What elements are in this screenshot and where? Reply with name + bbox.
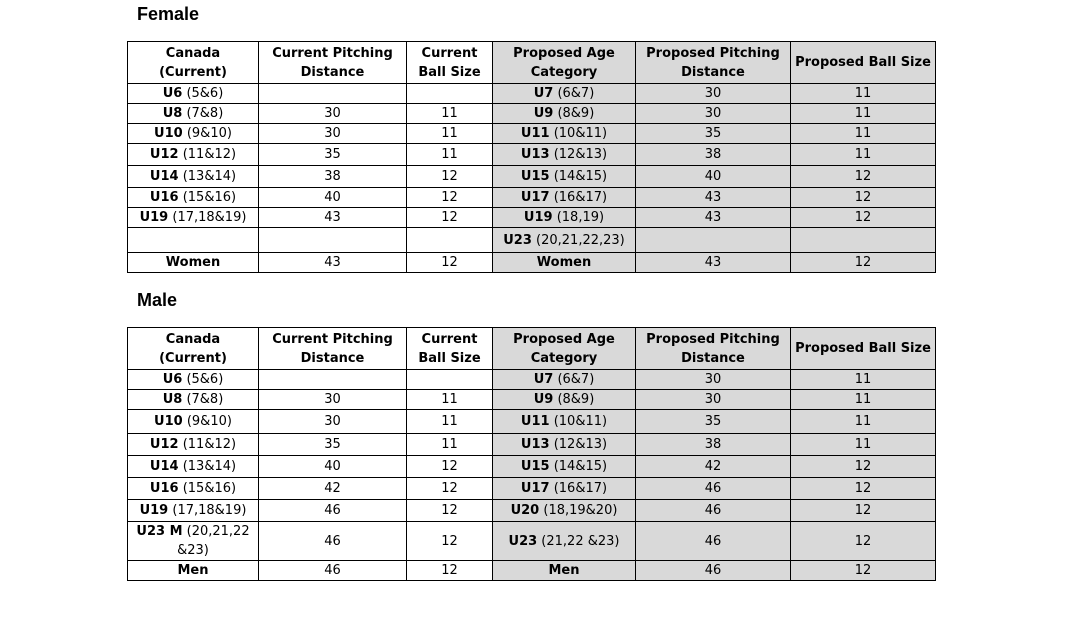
proposed-distance-cell [636,228,791,253]
current-ball-cell: 12 [407,253,493,273]
age-code: U17 [520,481,550,496]
proposed-distance-cell: 35 [636,410,791,434]
age-range: (8&9) [553,392,595,407]
age-code: U17 [520,190,550,205]
table-row [128,188,936,208]
proposed-ball-cell: 12 [791,253,936,273]
proposed-distance-cell: 42 [636,456,791,478]
proposed-distance-cell: 30 [636,390,791,410]
age-range: (20,21,22,23) [531,232,625,248]
current-age-cell [128,434,259,456]
age-code: U10 [154,414,183,429]
age-range: (18,19) [552,210,605,225]
proposed-age-cell [493,522,636,561]
age-range: (13&14) [178,459,237,474]
proposed-distance-cell: 46 [636,522,791,561]
current-age-cell [128,144,259,166]
proposed-distance-cell: 38 [636,144,791,166]
header-row [128,42,936,84]
proposed-age-cell [493,104,636,124]
female-heading: Female [137,4,200,24]
age-range: (17,18&19) [168,210,247,225]
proposed-age-cell [493,410,636,434]
column-header: Canada (Current) [128,42,259,84]
age-code: U12 [149,147,179,162]
current-distance-cell [259,228,407,253]
table-row [128,434,936,456]
age-code: U8 [162,106,183,121]
proposed-age-cell [493,500,636,522]
age-range: (17,18&19) [168,503,247,518]
current-distance-cell: 43 [259,208,407,228]
male-heading: Male [137,290,178,310]
proposed-distance-cell: 30 [636,84,791,104]
current-ball-cell: 12 [407,456,493,478]
age-range: (18,19&20) [539,503,618,518]
table-row [128,410,936,434]
proposed-ball-cell: 11 [791,434,936,456]
proposed-ball-cell: 12 [791,478,936,500]
proposed-distance-cell: 43 [636,188,791,208]
age-range: (14&15) [549,459,608,474]
proposed-age-cell [493,390,636,410]
age-code: U6 [162,86,183,101]
proposed-distance-cell: 40 [636,166,791,188]
current-age-cell [128,561,259,581]
current-ball-cell: 11 [407,104,493,124]
age-code: U23 M [136,524,183,539]
table-row [128,104,936,124]
current-age-cell [128,208,259,228]
current-age-cell [128,188,259,208]
current-ball-cell: 12 [407,188,493,208]
proposed-distance-cell: 30 [636,104,791,124]
proposed-age-cell [493,456,636,478]
current-distance-cell: 38 [259,166,407,188]
proposed-ball-cell: 11 [791,370,936,390]
proposed-ball-cell: 11 [791,84,936,104]
age-range: (8&9) [553,106,595,121]
current-distance-cell: 43 [259,253,407,273]
female-table [127,41,936,273]
table-row [128,561,936,581]
age-range: (11&12) [178,147,237,162]
current-age-cell [128,522,259,561]
proposed-ball-cell: 11 [791,124,936,144]
current-age-cell [128,390,259,410]
age-range: (15&16) [178,481,237,496]
proposed-distance-cell: 35 [636,124,791,144]
age-code: U16 [149,481,179,496]
age-code: U6 [162,372,183,387]
proposed-ball-cell: 11 [791,104,936,124]
current-ball-cell: 12 [407,208,493,228]
proposed-age-cell [493,166,636,188]
current-age-cell [128,410,259,434]
table-row [128,144,936,166]
current-distance-cell: 35 [259,144,407,166]
current-age-cell [128,166,259,188]
column-header: Proposed Age Category [493,42,636,84]
age-range: (21,22 &23) [537,533,620,549]
column-header: Current Ball Size [407,42,493,84]
age-code: U14 [149,459,179,474]
age-code: U19 [139,210,169,225]
table-row [128,390,936,410]
column-header: Proposed Pitching Distance [636,328,791,370]
current-distance-cell: 46 [259,500,407,522]
age-code: U13 [520,437,550,452]
column-header: Proposed Pitching Distance [636,42,791,84]
age-code: U23 [503,232,532,248]
age-code: U8 [162,392,183,407]
age-code: U9 [533,106,554,121]
current-distance-cell: 30 [259,104,407,124]
column-header: Proposed Ball Size [791,328,936,370]
age-range: (10&11) [549,414,608,429]
current-ball-cell [407,84,493,104]
age-range: (6&7) [553,86,595,101]
current-ball-cell: 11 [407,124,493,144]
current-distance-cell: 30 [259,124,407,144]
column-header: Current Ball Size [407,328,493,370]
proposed-ball-cell [791,228,936,253]
proposed-ball-cell: 11 [791,144,936,166]
proposed-ball-cell: 11 [791,390,936,410]
proposed-ball-cell: 12 [791,456,936,478]
column-header: Proposed Age Category [493,328,636,370]
age-range: (9&10) [182,414,232,429]
table-row [128,208,936,228]
age-code: U10 [154,126,183,141]
proposed-age-cell [493,144,636,166]
column-header: Current Pitching Distance [259,42,407,84]
current-age-cell [128,370,259,390]
proposed-ball-cell: 12 [791,188,936,208]
current-distance-cell: 40 [259,456,407,478]
age-range: (7&8) [182,392,224,407]
table-row [128,522,936,561]
current-age-cell [128,500,259,522]
age-code: U11 [520,126,550,141]
age-range: (5&6) [182,372,224,387]
current-distance-cell: 46 [259,561,407,581]
proposed-age-cell [493,561,636,581]
age-code: U7 [533,86,554,101]
age-code: U15 [520,169,550,184]
current-age-cell [128,456,259,478]
header-row [128,328,936,370]
age-range: (20,21,22 &23) [177,524,250,558]
current-age-cell [128,104,259,124]
age-code: Men [548,563,580,578]
male-table [127,327,936,581]
table-row [128,370,936,390]
age-range: (12&13) [549,147,608,162]
current-distance-cell: 30 [259,390,407,410]
age-code: U12 [149,437,179,452]
proposed-age-cell [493,370,636,390]
proposed-distance-cell: 46 [636,478,791,500]
age-code: U19 [139,503,169,518]
current-distance-cell: 46 [259,522,407,561]
current-age-cell [128,478,259,500]
age-code: Men [177,563,209,578]
age-range: (11&12) [178,437,237,452]
age-code: U15 [520,459,550,474]
age-range: (7&8) [182,106,224,121]
proposed-age-cell [493,253,636,273]
current-distance-cell [259,84,407,104]
table-row [128,456,936,478]
age-range: (10&11) [549,126,608,141]
age-code: U14 [149,169,179,184]
age-code: U11 [520,414,550,429]
table-row [128,253,936,273]
column-header: Current Pitching Distance [259,328,407,370]
current-ball-cell: 12 [407,522,493,561]
age-range: (9&10) [182,126,232,141]
proposed-ball-cell: 12 [791,500,936,522]
current-ball-cell: 11 [407,390,493,410]
age-code: U7 [533,372,554,387]
column-header: Proposed Ball Size [791,42,936,84]
proposed-age-cell [493,228,636,253]
age-code: U20 [510,503,540,518]
current-ball-cell [407,228,493,253]
proposed-distance-cell: 46 [636,500,791,522]
current-distance-cell: 35 [259,434,407,456]
age-code: U16 [149,190,179,205]
proposed-age-cell [493,188,636,208]
proposed-age-cell [493,208,636,228]
current-ball-cell: 12 [407,561,493,581]
age-code: U13 [520,147,550,162]
proposed-distance-cell: 43 [636,208,791,228]
current-age-cell [128,253,259,273]
proposed-ball-cell: 12 [791,561,936,581]
current-ball-cell: 12 [407,478,493,500]
table-row [128,500,936,522]
current-distance-cell: 40 [259,188,407,208]
proposed-ball-cell: 12 [791,208,936,228]
proposed-age-cell [493,478,636,500]
current-age-cell [128,84,259,104]
proposed-ball-cell: 12 [791,166,936,188]
current-ball-cell: 12 [407,166,493,188]
column-header: Canada (Current) [128,328,259,370]
age-range: (16&17) [549,481,608,496]
proposed-distance-cell: 43 [636,253,791,273]
table-row [128,84,936,104]
table-row [128,124,936,144]
age-code: U9 [533,392,554,407]
proposed-age-cell [493,84,636,104]
age-code: Women [536,255,592,270]
age-range: (13&14) [178,169,237,184]
current-ball-cell: 12 [407,500,493,522]
current-ball-cell [407,370,493,390]
table-row [128,228,936,253]
current-ball-cell: 11 [407,410,493,434]
current-ball-cell: 11 [407,144,493,166]
age-range: (6&7) [553,372,595,387]
age-range: (12&13) [549,437,608,452]
proposed-distance-cell: 46 [636,561,791,581]
current-age-cell [128,228,259,253]
age-range: (5&6) [182,86,224,101]
current-distance-cell: 42 [259,478,407,500]
current-ball-cell: 11 [407,434,493,456]
current-age-cell [128,124,259,144]
proposed-age-cell [493,124,636,144]
table-row [128,166,936,188]
proposed-distance-cell: 30 [636,370,791,390]
age-code: U19 [523,210,553,225]
proposed-ball-cell: 12 [791,522,936,561]
age-range: (16&17) [549,190,608,205]
proposed-ball-cell: 11 [791,410,936,434]
age-range: (14&15) [549,169,608,184]
proposed-distance-cell: 38 [636,434,791,456]
proposed-age-cell [493,434,636,456]
table-row [128,478,936,500]
current-distance-cell [259,370,407,390]
age-code: U23 [508,533,538,549]
age-code: Women [165,255,221,270]
current-distance-cell: 30 [259,410,407,434]
age-range: (15&16) [178,190,237,205]
